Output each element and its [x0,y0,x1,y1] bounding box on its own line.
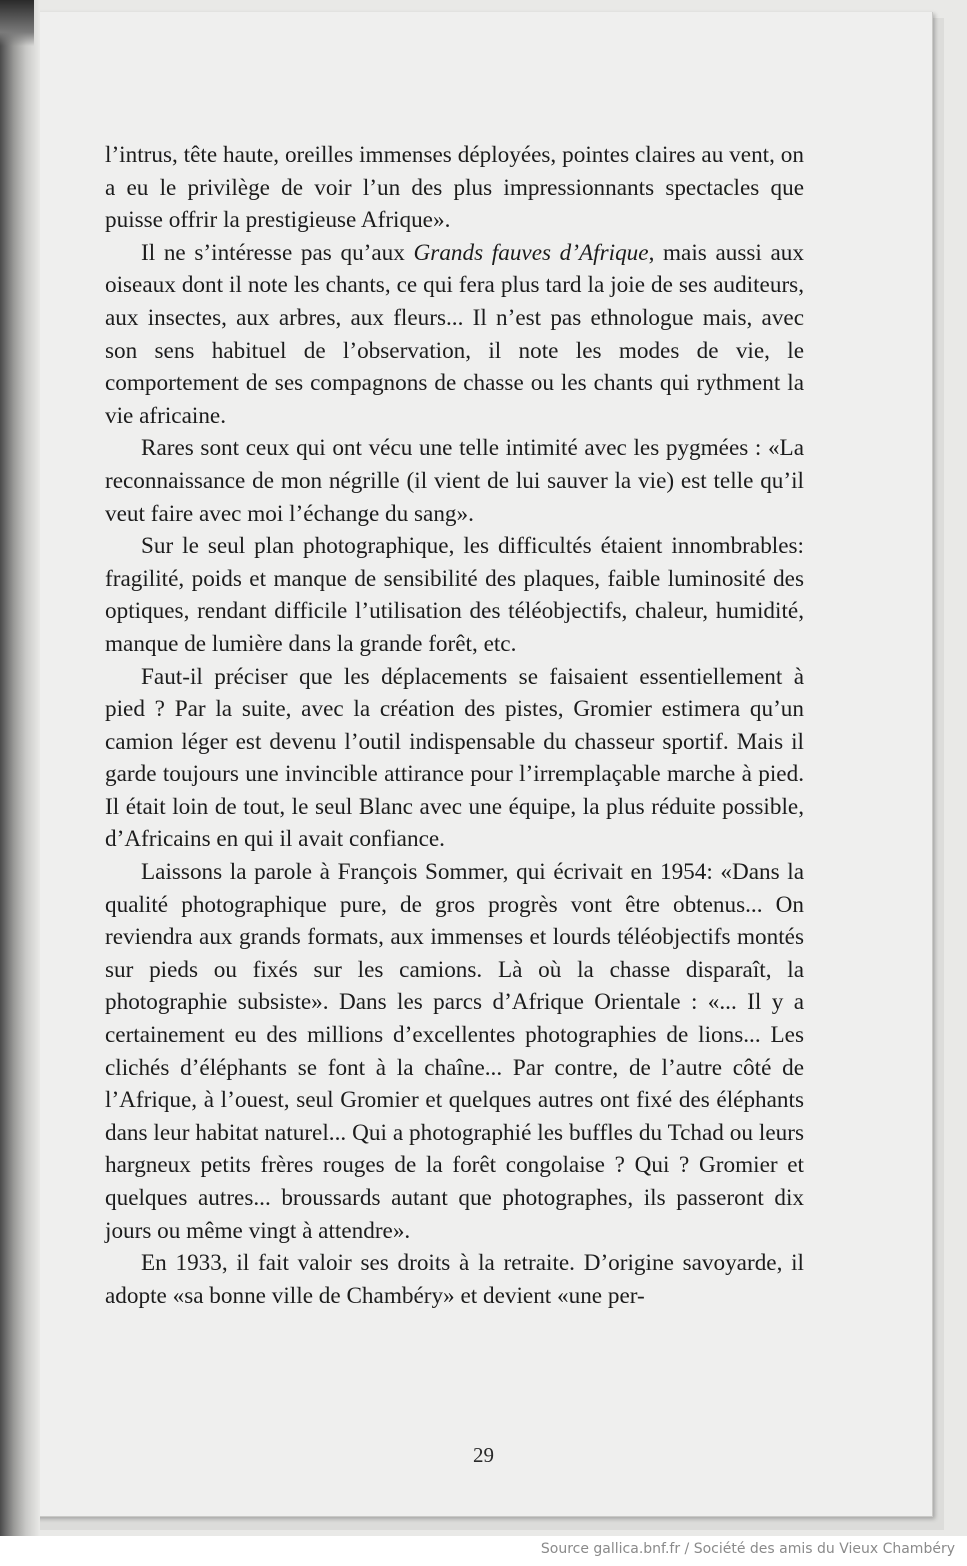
paragraph-2-text-start: Il ne s’intéresse pas qu’aux [141,239,414,266]
book-spine-shadow [0,0,40,1536]
paragraph-2-text-end: , mais aussi aux oiseaux dont il note les chants, ce qui fera plus tard la joie de ses auditeurs, aux insectes, aux arbres, aux fleurs... Il n’est pas ethnologue mais, avec son sens habituel de l’observation, il note les modes de vie, le comportement de ses compagnons de chasse ou les chants qui rythment la vie africaine. [105,239,804,429]
paragraph-1 [105,139,804,237]
binding-ring [0,0,34,46]
paragraph-7 [105,1247,804,1312]
paragraph-5 [105,661,804,857]
paragraph-2 [105,237,804,433]
paragraph-3-text: Rares sont ceux qui ont vécu une telle intimité avec les pygmées : «La reconnaissance de mon négrille (il vient de lui sauver la vie) est telle qu’il veut faire avec moi l’échange du sang». [105,435,804,527]
paragraph-5-text: Faut-il préciser que les déplacements se faisaient essentiellement à pied ? Par la suite, avec la création des pistes, Gromier estimera qu’un camion léger est devenu l’outil indispensable du chasseur sportif. Mais il garde toujours une invincible attirance pour l’irremplaçable marche à pied. Il était loin de tout, le seul Blanc avec une équipe, la plus réduite possible, d’Africains en qui il avait confiance. [105,663,804,853]
paragraph-7-text: En 1933, il fait valoir ses droits à la retraite. D’origine savoyarde, il adopte «sa bonne ville de Chambéry» et devient «une per- [105,1250,804,1309]
source-credit: Source gallica.bnf.fr / Société des amis du Vieux Chambéry [540,1541,955,1557]
paragraph-3 [105,432,804,530]
paragraph-4 [105,530,804,660]
paragraph-4-text: Sur le seul plan photographique, les difficultés étaient innombrables: fragilité, poids et manque de sensibilité des plaques, faible luminosité des optiques, rendant difficile l’utilisation des téléobjectifs, chaleur, humidité, manque de lumière dans la grande forêt, etc. [105,533,804,657]
source-bar [0,1536,967,1566]
page-number: 29 [473,1443,494,1467]
paragraph-1-text: l’intrus, tête haute, oreilles immenses déployées, pointes claires au vent, on a eu le privilège de voir l’un des plus impressionnants spectacles que puisse offrir la prestigieuse Afrique». [105,142,804,234]
book-title-italic: Grands fauves d’Afrique [413,239,649,266]
body-text [105,139,804,1312]
paragraph-6-text: Laissons la parole à François Sommer, qui écrivait en 1954: «Dans la qualité photographique pure, de gros progrès vont être obtenus... On reviendra aux grands formats, aux immenses et lourds téléobjectifs montés sur pieds ou fixés sur les camions. Là où la chasse disparaît, la photographie subsiste». Dans les parcs d’Afrique Orientale : «... Il y a certainement eu des millions d’excellentes photographies de lions... Les clichés d’éléphants se font à la chaîne... Par contre, de l’autre côté de l’Afrique, à l’ouest, seul Gromier et quelques autres ont fixé des éléphants dans leur habitat naturel... Qui a photographié les buffles du Tchad ou leurs hargneux petits frères rouges de la forêt congolaise ? Qui ? Gromier et quelques autres... broussards autant que photographes, ils passeront dix jours ou même vingt à attendre». [105,859,804,1244]
paragraph-6 [105,856,804,1247]
